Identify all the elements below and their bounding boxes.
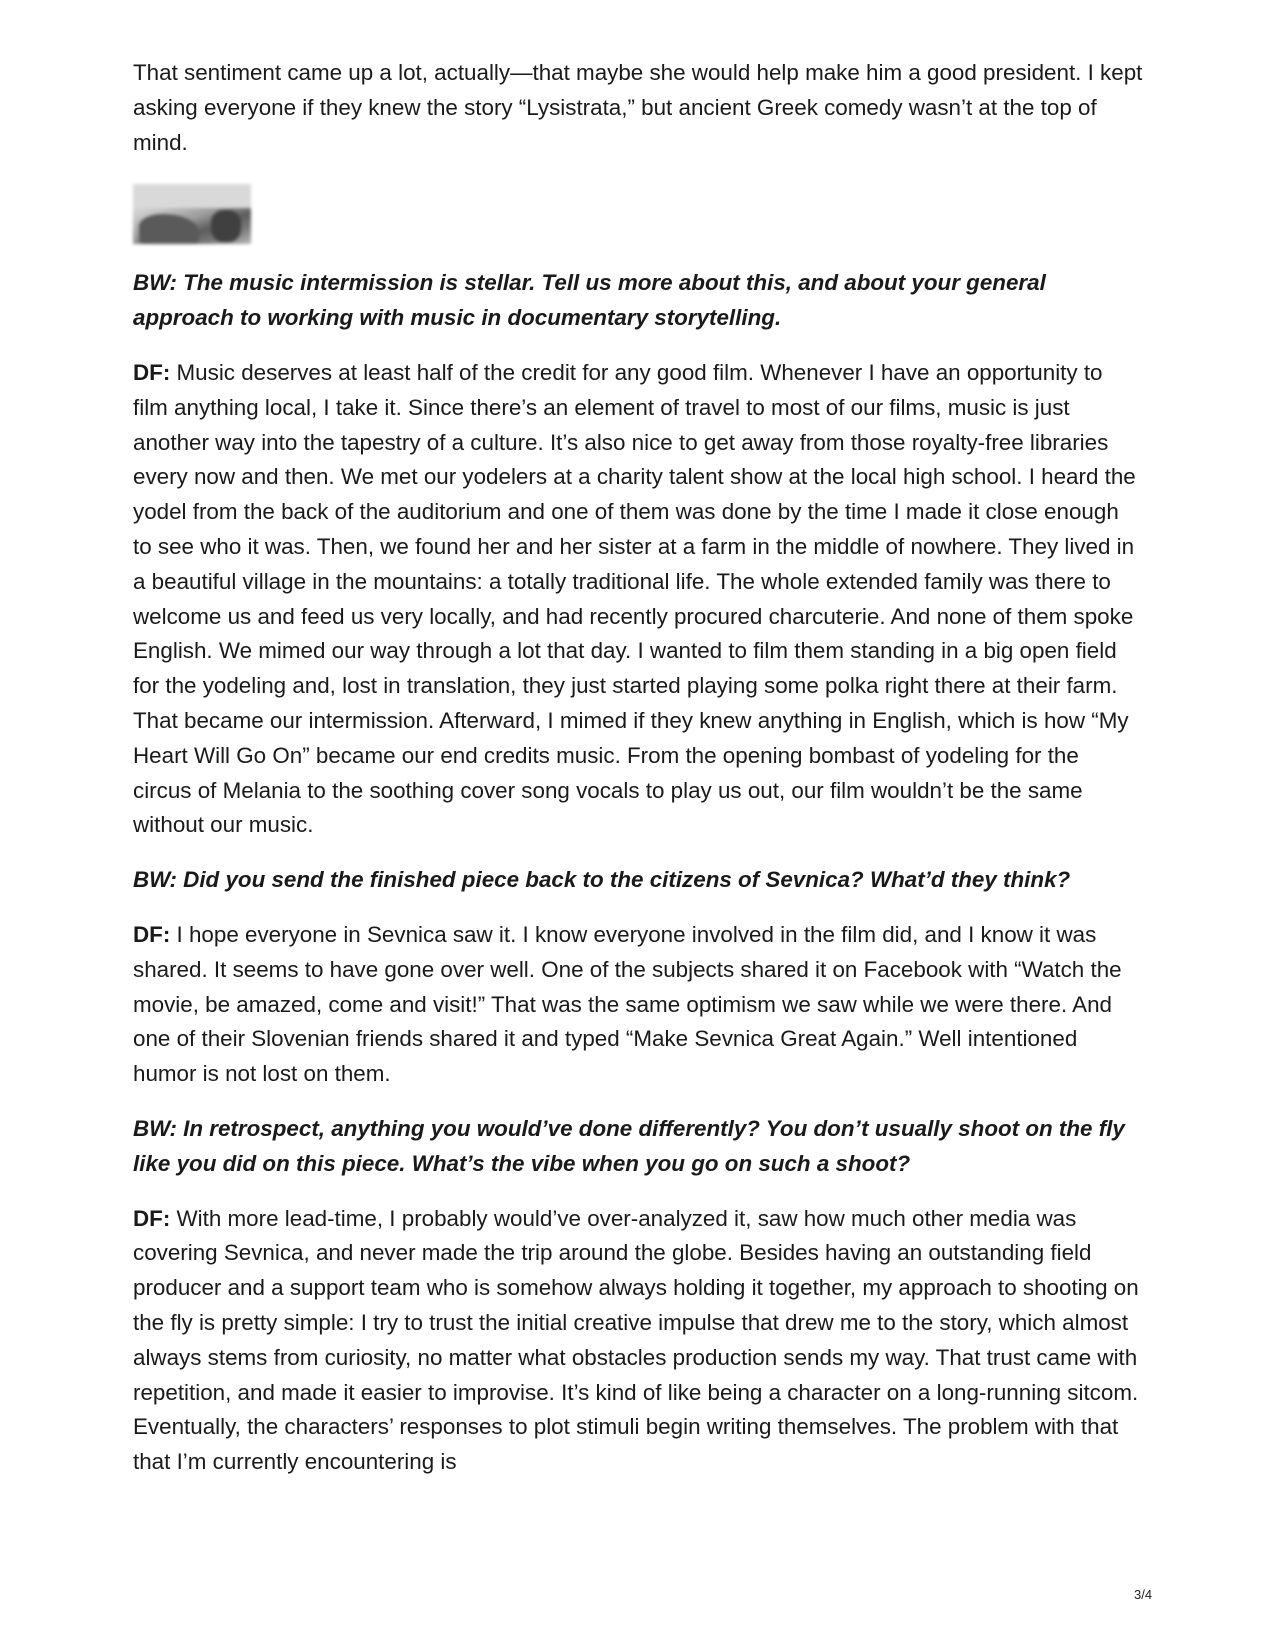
answer-text: With more lead-time, I probably would’ve over-analyzed it, saw how much other media was covering Sevnica, and never made the trip around the globe. Besides having an outstanding field producer and a support team who is somehow always holding it together, my approach to shooting on the fly is pretty simple: I try to trust the initial creative impulse that drew me to the story, which almost always stems from curiosity, no matter what obstacles production sends my way. That trust came with repetition, and made it easier to improvise. It’s kind of like being a character on a long-running sitcom. Eventually, the characters’ responses to plot stimuli begin writing themselves. The problem with that that I’m currently encountering is (133, 1205, 1139, 1475)
answer-sevnica (133, 918, 1143, 1092)
answer-text: Music deserves at least half of the credit for any good film. Whenever I have an opportunity to film anything local, I take it. Since there’s an element of travel to most of our films, music is just another way into the tapestry of a culture. It’s also nice to get away from those royalty-free libraries every now and then. We met our yodelers at a charity talent show at the local high school. I heard the yodel from the back of the auditorium and one of them was done by the time I made it close enough to see who it was. Then, we found her and her sister at a farm in the middle of nowhere. They lived in a beautiful village in the mountains: a totally traditional life. The whole extended family was there to welcome us and feed us very locally, and had recently procured charcuterie. And none of them spoke English. We mimed our way through a lot that day. I wanted to film them standing in a big open field for the yodeling and, lost in translation, they just started playing some polka right there at their farm. That became our intermission. Afterward, I mimed if they knew anything in English, which is how “My Heart Will Go On” became our end credits music. From the opening bombast of yodeling for the circus of Melania to the soothing cover song vocals to play us out, our film wouldn’t be the same without our music. (133, 359, 1136, 838)
page-number: 3/4 (1134, 1587, 1153, 1602)
answer-text: I hope everyone in Sevnica saw it. I know everyone involved in the film did, and I know it was shared. It seems to have gone over well. One of the subjects shared it on Facebook with “Watch the movie, be amazed, come and visit!” That was the same optimism we saw while we were there. And one of their Slovenian friends shared it and typed “Make Sevnica Great Again.” Well intentioned humor is not lost on them. (133, 921, 1122, 1087)
answer-retrospect (133, 1202, 1143, 1480)
speaker-label: DF: (133, 921, 171, 947)
answer-music (133, 356, 1143, 843)
question-music: BW: The music intermission is stellar. Tell us more about this, and about your general approach to working with music in documentary storytelling. (133, 270, 1046, 331)
speaker-label: DF: (133, 1205, 171, 1231)
intro-paragraph: That sentiment came up a lot, actually—that maybe she would help make him a good president. I kept asking everyone if they knew the story “Lysistrata,” but ancient Greek comedy wasn’t at the top of mind. (133, 60, 1143, 155)
speaker-label: DF: (133, 359, 171, 385)
article-body (133, 56, 1143, 1480)
question-sevnica: BW: Did you send the finished piece back to the citizens of Sevnica? What’d they think? (133, 867, 1071, 893)
question-retrospect: BW: In retrospect, anything you would’ve done differently? You don’t usually shoot on the fly like you did on this piece. What’s the vibe when you go on such a shoot? (133, 1115, 1125, 1176)
blurred-image-thumbnail (133, 184, 251, 244)
